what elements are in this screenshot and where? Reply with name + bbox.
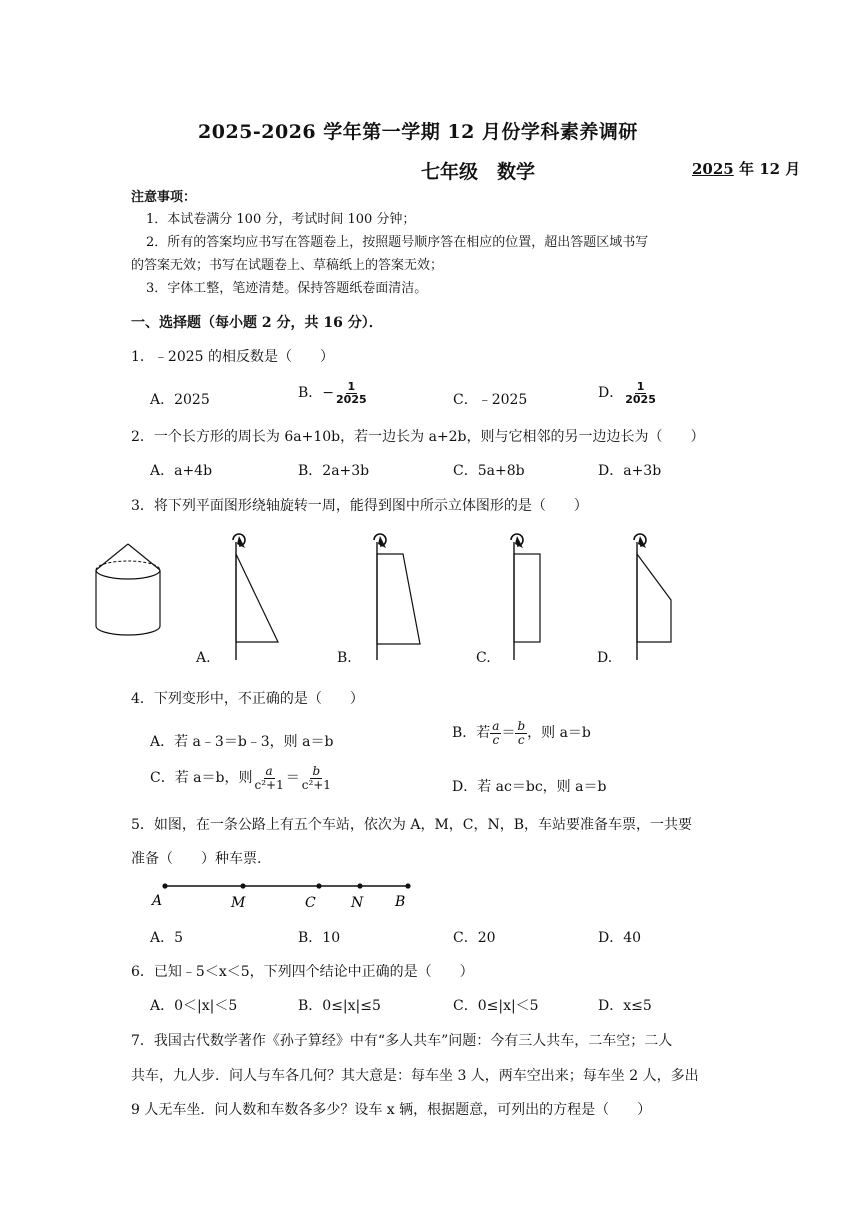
q4-option-a: A．若 a﹣3＝b﹣3，则 a＝b — [150, 734, 334, 750]
q4-c-fraction-left — [252, 765, 285, 791]
q1-option-b-fraction — [334, 381, 369, 405]
q1-stem: 1．﹣2025 的相反数是（ ） — [131, 349, 334, 365]
section-heading: 一、选择题（每小题 2 分，共 16 分）． — [131, 315, 383, 331]
fraction-denominator: c²+1 — [254, 777, 284, 792]
station-label: N — [351, 895, 364, 911]
q4-b-prefix: B．若 — [452, 725, 491, 742]
q4-stem: 4．下列变形中，不正确的是（ ） — [131, 691, 364, 707]
q7-stem-line3: 9 人无车坐．问人数和车数各多少？设车 x 辆，根据题意，可列出的方程是（ ） — [131, 1102, 652, 1118]
q1-option-b — [298, 381, 369, 405]
q4-option-d: D．若 ac＝bc，则 a＝b — [452, 779, 607, 795]
q6-option-b: B．0≤|x|≤5 — [298, 998, 381, 1014]
station-point — [357, 883, 362, 888]
station-point — [162, 883, 167, 888]
q4-option-c — [150, 765, 333, 791]
q3-figure-c — [503, 530, 563, 662]
fraction-numerator: 1 — [636, 380, 645, 393]
fraction-denominator: 2025 — [336, 392, 367, 406]
q3-stem: 3．将下列平面图形绕轴旋转一周，能得到图中所示立体图形的是（ ） — [131, 498, 588, 514]
notice-heading: 注意事项： — [131, 190, 197, 205]
q4-c-prefix: C．若 a＝b，则 — [150, 770, 253, 787]
q1-option-d-prefix: D． — [598, 385, 624, 402]
fraction-denominator: 2025 — [625, 392, 656, 406]
station-point — [240, 883, 245, 888]
fraction-numerator: 1 — [347, 380, 356, 393]
notice-item: 2．所有的答案均应书写在答题卷上，按照题号顺序答在相应的位置，超出答题区域书写 — [146, 235, 649, 250]
fraction-numerator: a — [265, 764, 273, 778]
station-point — [316, 883, 321, 888]
q5-option-a: A．5 — [150, 930, 184, 946]
fraction-numerator: b — [312, 764, 321, 778]
q4-b-suffix: ，则 a＝b — [527, 725, 591, 742]
q5-option-b: B．10 — [298, 930, 341, 946]
q1-option-d — [598, 381, 658, 405]
notice-item: 3．字体工整，笔迹清楚。保持答题纸卷面清洁。 — [146, 281, 428, 296]
cylinder-cone-solid-figure — [88, 540, 168, 640]
q4-option-b — [452, 720, 591, 746]
q1-option-d-fraction — [623, 381, 658, 405]
q2-stem: 2．一个长方形的周长为 6a+10b，若一边长为 a+2b，则与它相邻的另一边边长为（ ） — [131, 429, 705, 445]
q5-stem-line2: 准备（ ）种车票. — [131, 851, 262, 867]
station-label: B — [395, 894, 406, 910]
station-label: A — [152, 893, 163, 909]
q6-option-d: D．x≤5 — [598, 998, 652, 1014]
q2-option-a: A．a+4b — [150, 463, 213, 479]
q3-option-a: A. — [196, 650, 211, 666]
q1-option-a: A．2025 — [150, 392, 210, 408]
notice-item: 1．本试卷满分 100 分，考试时间 100 分钟； — [146, 212, 416, 227]
q2-option-b: B．2a+3b — [298, 463, 370, 479]
date-year: 2025 — [692, 160, 734, 178]
q4-c-fraction-right — [300, 765, 333, 791]
q2-option-d: D．a+3b — [598, 463, 662, 479]
q2-option-c: C．5a+8b — [453, 463, 525, 479]
q3-option-c: C. — [476, 650, 491, 666]
q4-b-equals: ＝ — [501, 725, 516, 742]
fraction-numerator: b — [517, 719, 526, 733]
fraction-numerator: a — [492, 719, 500, 733]
station-label: C — [305, 895, 316, 911]
exam-subtitle: 七年级 数学 — [421, 161, 536, 183]
q4-c-equals: ＝ — [285, 770, 300, 787]
q4-b-fraction-right — [515, 720, 527, 746]
q5-option-c: C．20 — [453, 930, 496, 946]
q6-option-c: C．0≤|x|＜5 — [453, 998, 539, 1014]
notice-item: 的答案无效；书写在试题卷上、草稿纸上的答案无效； — [131, 258, 444, 273]
q5-option-d: D．40 — [598, 930, 642, 946]
station-point — [405, 883, 410, 888]
q4-b-fraction-left — [490, 720, 501, 746]
exam-title: 2025-2026 学年第一学期 12 月份学科素养调研 — [198, 121, 638, 143]
q1-option-b-prefix: B．− — [298, 385, 335, 402]
q5-road-diagram — [150, 878, 420, 914]
q7-stem-line1: 7．我国古代数学著作《孙子算经》中有“多人共车”问题：今有三人共车，二车空；二人 — [131, 1033, 673, 1049]
q3-option-d: D. — [597, 650, 613, 666]
q6-stem: 6．已知﹣5＜x＜5，下列四个结论中正确的是（ ） — [131, 964, 474, 980]
q3-figure-a — [225, 530, 285, 662]
q5-stem-line1: 5．如图，在一条公路上有五个车站，依次为 A，M，C，N，B，车站要准备车票，一共要 — [131, 817, 693, 833]
q7-stem-line2: 共车，九人步．问人与车各几何？其大意是：每车坐 3 人，两车空出来；每车坐 2 人，多出 — [131, 1068, 699, 1084]
q3-figure-b — [366, 530, 436, 662]
fraction-denominator: c — [492, 732, 500, 747]
fraction-denominator: c²+1 — [301, 777, 331, 792]
date-month: 年 12 月 — [733, 160, 801, 178]
q6-option-a: A．0＜|x|＜5 — [150, 998, 238, 1014]
fraction-denominator: c — [517, 732, 525, 747]
q3-option-b: B. — [337, 650, 352, 666]
q3-figure-d — [626, 530, 686, 662]
station-label: M — [231, 895, 246, 911]
exam-date — [692, 158, 800, 179]
q1-option-c: C．﹣2025 — [453, 392, 528, 408]
